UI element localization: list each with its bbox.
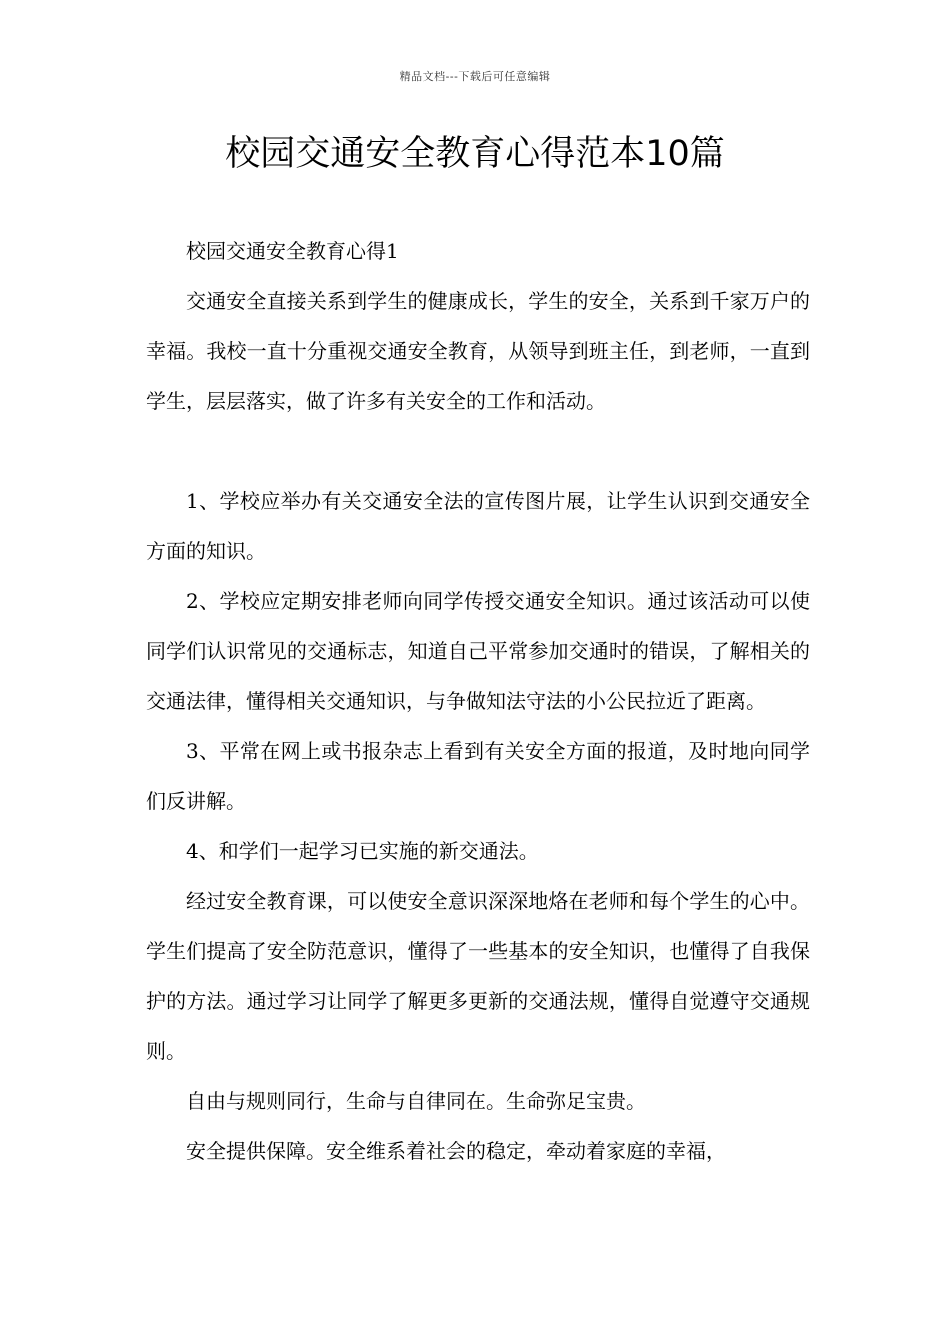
paragraph-item-2: 2、学校应定期安排老师向同学传授交通安全知识。通过该活动可以使同学们认识常见的交通标志，知道自己平常参加交通时的错误，了解相关的交通法律，懂得相关交通知识，与争做知法守法的小公民拉近了距离。 — [146, 589, 810, 713]
paragraph-intro: 交通安全直接关系到学生的健康成长，学生的安全，关系到千家万户的幸福。我校一直十分重视交通安全教育，从领导到班主任，到老师，一直到学生，层层落实，做了许多有关安全的工作和活动。 — [146, 289, 810, 413]
paragraph-item-1: 1、学校应举办有关交通安全法的宣传图片展，让学生认识到交通安全方面的知识。 — [146, 489, 810, 563]
document-body — [146, 226, 810, 1176]
paragraph-summary: 经过安全教育课，可以使安全意识深深地烙在老师和每个学生的心中。学生们提高了安全防范意识，懂得了一些基本的安全知识，也懂得了自我保护的方法。通过学习让同学了解更多更新的交通法规，懂得自觉遵守交通规则。 — [146, 889, 810, 1063]
paragraph-freedom: 自由与规则同行，生命与自律同在。生命弥足宝贵。 — [186, 1089, 646, 1113]
paragraph-safety: 安全提供保障。安全维系着社会的稳定，牵动着家庭的幸福， — [186, 1139, 726, 1163]
document-title: 校园交通安全教育心得范本10篇 — [225, 134, 725, 174]
paragraph-item-4: 4、和学们一起学习已实施的新交通法。 — [186, 839, 539, 863]
header-note: 精品文档---下载后可任意编辑 — [399, 70, 551, 83]
paragraph-spacer — [146, 426, 810, 476]
section-subheading: 校园交通安全教育心得1 — [186, 239, 399, 263]
paragraph-item-3: 3、平常在网上或书报杂志上看到有关安全方面的报道，及时地向同学们反讲解。 — [146, 739, 810, 813]
